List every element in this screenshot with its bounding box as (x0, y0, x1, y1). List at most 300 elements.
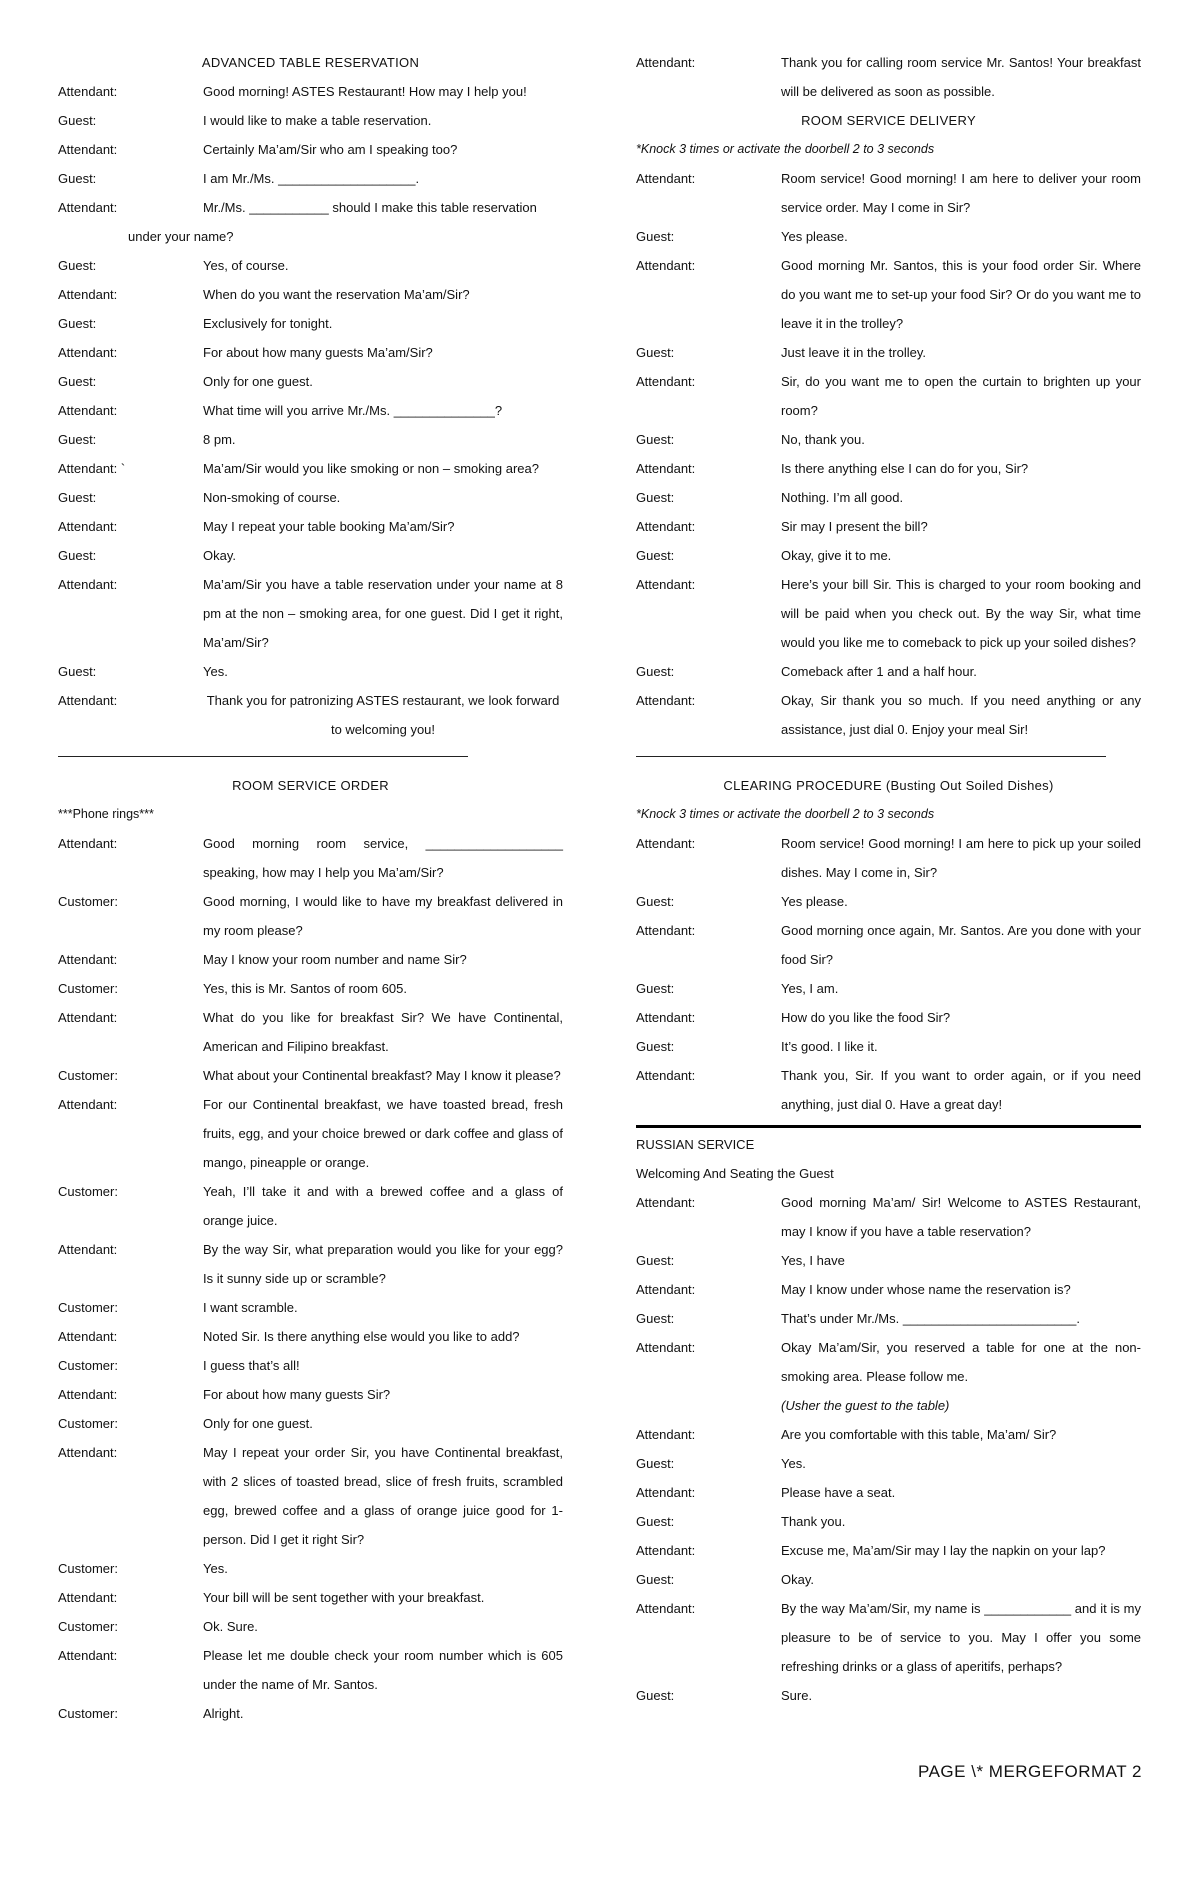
dialogue-text (203, 280, 563, 309)
speaker-label: Attendant: (58, 1590, 118, 1605)
dialogue-text-content: Okay, Sir thank you so much. If you need anything or any assistance, just dial 0. Enjoy your meal Sir! (781, 693, 1141, 737)
dialogue-text (781, 1478, 1141, 1507)
dialogue-text (203, 193, 563, 222)
dialogue-line (58, 974, 563, 1003)
dialogue-text (781, 887, 1141, 916)
dialogue-text-content: May I know under whose name the reservation is? (781, 1282, 1071, 1297)
dialogue-text-content: Yeah, I’ll take it and with a brewed coffee and a glass of orange juice. (203, 1184, 563, 1228)
dialogue-text (781, 483, 1141, 512)
dialogue-text (203, 309, 563, 338)
dialogue-line (636, 657, 1141, 686)
dialogue-text (781, 1188, 1141, 1246)
russian-service-subtitle: Welcoming And Seating the Guest (636, 1166, 834, 1181)
dialogue-line (636, 222, 1141, 251)
room-service-order-dialogue (58, 829, 563, 1728)
dialogue-line (636, 1420, 1141, 1449)
dialogue-text-content: Yes. (781, 1456, 806, 1471)
dialogue-line (636, 1061, 1141, 1119)
speaker-label: Attendant: (58, 577, 118, 592)
dialogue-line (58, 309, 563, 338)
dialogue-text-content: Thank you for patronizing ASTES restaurant, we look forward to welcoming you! (206, 693, 560, 737)
speaker-label: Attendant: (58, 1648, 118, 1663)
clearing-procedure-heading: CLEARING PROCEDURE (Busting Out Soiled Dishes) (723, 778, 1054, 793)
dialogue-text (781, 425, 1141, 454)
dialogue-text (781, 916, 1141, 974)
dialogue-text (203, 1322, 563, 1351)
dialogue-line (58, 1554, 563, 1583)
speaker-label: Guest: (58, 432, 97, 447)
dialogue-text-content: What about your Continental breakfast? May I know it please? (203, 1068, 561, 1083)
speaker-label: Guest: (636, 1253, 675, 1268)
dialogue-text (203, 483, 563, 512)
dialogue-text (203, 829, 563, 887)
dialogue-line (636, 1565, 1141, 1594)
dialogue-text-content: May I repeat your order Sir, you have Continental breakfast, with 2 slices of toasted bread, slice of fresh fruits, scrambled egg, brewed coffee and a glass of orange juice good for 1-person. Did I get it right Sir? (203, 1445, 563, 1547)
dialogue-line (58, 887, 563, 945)
dialogue-line (636, 251, 1141, 338)
advanced-reservation-dialogue (58, 77, 563, 744)
speaker-label: Attendant: (636, 374, 696, 389)
dialogue-text-content: Okay. (781, 1572, 814, 1587)
room-service-order-heading: ROOM SERVICE ORDER (232, 778, 389, 793)
dialogue-text (203, 1699, 563, 1728)
dialogue-text-content: Mr./Ms. ___________ should I make this table reservation (203, 200, 537, 215)
dialogue-text (203, 887, 563, 945)
dialogue-text-content: Thank you, Sir. If you want to order again, or if you need anything, just dial 0. Have a great day! (781, 1068, 1141, 1112)
dialogue-line (636, 570, 1141, 657)
dialogue-text-content: Yes. (203, 664, 228, 679)
dialogue-line (636, 1246, 1141, 1275)
dialogue-text (203, 686, 563, 744)
dialogue-line (58, 1061, 563, 1090)
dialogue-text-content: Are you comfortable with this table, Ma’am/ Sir? (781, 1427, 1057, 1442)
dialogue-line (636, 974, 1141, 1003)
speaker-label: Guest: (636, 1688, 675, 1703)
dialogue-text-content: Yes, this is Mr. Santos of room 605. (203, 981, 408, 996)
dialogue-line (58, 1322, 563, 1351)
dialogue-text-content: What do you like for breakfast Sir? We have Continental, American and Filipino breakfast. (203, 1010, 563, 1054)
speaker-label: Attendant: (58, 84, 118, 99)
speaker-label: Attendant: ` (58, 461, 126, 476)
dialogue-line (58, 106, 563, 135)
russian-service-dialogue (636, 1188, 1141, 1710)
dialogue-text (203, 106, 563, 135)
dialogue-line (58, 77, 563, 106)
speaker-label: Attendant: (636, 55, 696, 70)
dialogue-text-content: Please have a seat. (781, 1485, 896, 1500)
dialogue-text-content: Sir, do you want me to open the curtain to brighten up your room? (781, 374, 1141, 418)
dialogue-text (203, 1380, 563, 1409)
dialogue-line (636, 1003, 1141, 1032)
dialogue-text-content: Here’s your bill Sir. This is charged to your room booking and will be paid when you check out. By the way Sir, what time would you like me to comeback to pick up your soiled dishes? (781, 577, 1141, 650)
dialogue-text (203, 512, 563, 541)
right-column (636, 48, 1141, 1710)
dialogue-line (636, 454, 1141, 483)
speaker-label: Attendant: (636, 1485, 696, 1500)
dialogue-line (636, 483, 1141, 512)
dialogue-text (203, 77, 563, 106)
dialogue-text (203, 1351, 563, 1380)
dialogue-text (781, 1681, 1141, 1710)
speaker-label: Attendant: (58, 836, 118, 851)
dialogue-text-content: May I repeat your table booking Ma’am/Sir? (203, 519, 455, 534)
dialogue-text (781, 1420, 1141, 1449)
speaker-label: Attendant: (58, 403, 118, 418)
dialogue-text-content: I guess that’s all! (203, 1358, 300, 1373)
dialogue-text (203, 570, 563, 657)
dialogue-text (781, 338, 1141, 367)
dialogue-line (58, 251, 563, 280)
speaker-label: Guest: (636, 432, 675, 447)
speaker-label: Guest: (58, 664, 97, 679)
dialogue-line (636, 1536, 1141, 1565)
speaker-label: Attendant: (636, 1601, 696, 1616)
section-divider (636, 756, 1106, 757)
dialogue-text (203, 974, 563, 1003)
dialogue-text (781, 1536, 1141, 1565)
dialogue-text (781, 1304, 1141, 1333)
dialogue-line (636, 1594, 1141, 1681)
speaker-label: Guest: (636, 1039, 675, 1054)
speaker-label: Customer: (58, 1068, 118, 1083)
dialogue-line (58, 1438, 563, 1554)
dialogue-line (636, 1304, 1141, 1333)
dialogue-line (58, 1380, 563, 1409)
dialogue-line (58, 1177, 563, 1235)
dialogue-text (203, 164, 563, 193)
dialogue-line (58, 396, 563, 425)
speaker-label: Attendant: (636, 1543, 696, 1558)
dialogue-line (58, 1090, 563, 1177)
dialogue-text (781, 1333, 1141, 1420)
dialogue-text-content: Excuse me, Ma’am/Sir may I lay the napkin on your lap? (781, 1543, 1106, 1558)
dialogue-text-content: Okay. (203, 548, 236, 563)
dialogue-line (58, 1235, 563, 1293)
dialogue-text-content: Yes please. (781, 229, 848, 244)
stage-direction: (Usher the guest to the table) (781, 1398, 950, 1413)
speaker-label: Guest: (636, 894, 675, 909)
speaker-label: Guest: (58, 490, 97, 505)
dialogue-line (636, 686, 1141, 744)
speaker-label: Attendant: (636, 519, 696, 534)
dialogue-line (636, 338, 1141, 367)
speaker-label: Attendant: (636, 1340, 696, 1355)
dialogue-line (58, 164, 563, 193)
speaker-label: Guest: (58, 113, 97, 128)
speaker-label: Attendant: (58, 200, 118, 215)
dialogue-text-content: Good morning! ASTES Restaurant! How may I help you! (203, 84, 527, 99)
advanced-reservation-heading: ADVANCED TABLE RESERVATION (201, 55, 420, 70)
dialogue-line (58, 1351, 563, 1380)
dialogue-line (58, 193, 563, 222)
room-service-delivery-heading: ROOM SERVICE DELIVERY (801, 113, 976, 128)
dialogue-text-content: Please let me double check your room number which is 605 under the name of Mr. Santos. (203, 1648, 563, 1692)
dialogue-line (58, 1699, 563, 1728)
speaker-label: Customer: (58, 1300, 118, 1315)
speaker-label: Guest: (636, 490, 675, 505)
dialogue-line (58, 135, 563, 164)
dialogue-text (203, 1641, 563, 1699)
speaker-label: Customer: (58, 1184, 118, 1199)
speaker-label: Guest: (636, 981, 675, 996)
dialogue-text-content: By the way Ma’am/Sir, my name is ____________ and it is my pleasure to be of service to you. May I offer you some refreshing drinks or a glass of aperitifs, perhaps? (781, 1601, 1141, 1674)
speaker-label: Attendant: (636, 1195, 696, 1210)
speaker-label: Guest: (58, 316, 97, 331)
dialogue-text-content: Sir may I present the bill? (781, 519, 928, 534)
dialogue-text-content: Thank you for calling room service Mr. Santos! Your breakfast will be delivered as soon as possible. (781, 55, 1141, 99)
speaker-label: Guest: (636, 548, 675, 563)
dialogue-text-content: Thank you. (781, 1514, 846, 1529)
dialogue-text (203, 1293, 563, 1322)
dialogue-line (636, 48, 1141, 106)
dialogue-text (203, 657, 563, 686)
dialogue-text (781, 1061, 1141, 1119)
dialogue-text (203, 367, 563, 396)
dialogue-text (203, 1061, 563, 1090)
dialogue-text (781, 512, 1141, 541)
dialogue-line (636, 1449, 1141, 1478)
speaker-label: Attendant: (636, 836, 696, 851)
dialogue-text-content: Room service! Good morning! I am here to pick up your soiled dishes. May I come in, Sir? (781, 836, 1141, 880)
speaker-label: Attendant: (58, 1387, 118, 1402)
speaker-label: Attendant: (636, 461, 696, 476)
dialogue-text (203, 425, 563, 454)
dialogue-text-content: Good morning once again, Mr. Santos. Are you done with your food Sir? (781, 923, 1141, 967)
dialogue-text-content: It’s good. I like it. (781, 1039, 878, 1054)
dialogue-text-content: Okay Ma’am/Sir, you reserved a table for one at the non-smoking area. Please follow me. (781, 1340, 1141, 1384)
speaker-label: Attendant: (58, 693, 118, 708)
speaker-label: Guest: (636, 345, 675, 360)
dialogue-text (781, 454, 1141, 483)
left-column (58, 48, 563, 1728)
phone-rings-note: ***Phone rings*** (58, 807, 154, 821)
speaker-label: Customer: (58, 1561, 118, 1576)
page-footer: PAGE \* MERGEFORMAT 2 (918, 1762, 1142, 1781)
speaker-label: Guest: (636, 1514, 675, 1529)
clearing-procedure-dialogue (636, 829, 1141, 1119)
dialogue-text-content: For our Continental breakfast, we have toasted bread, fresh fruits, egg, and your choice brewed or dark coffee and glass of mango, pineapple or orange. (203, 1097, 563, 1170)
dialogue-text (781, 1507, 1141, 1536)
dialogue-text (203, 541, 563, 570)
dialogue-line (636, 1188, 1141, 1246)
dialogue-text-content: What time will you arrive Mr./Ms. ______________? (203, 403, 503, 418)
dialogue-text-content: Ok. Sure. (203, 1619, 258, 1634)
dialogue-text (781, 367, 1141, 425)
dialogue-line (636, 829, 1141, 887)
dialogue-text (203, 1438, 563, 1554)
dialogue-text-content: No, thank you. (781, 432, 865, 447)
dialogue-line (58, 945, 563, 974)
dialogue-line (636, 1681, 1141, 1710)
dialogue-text-content: Only for one guest. (203, 374, 313, 389)
dialogue-line (58, 425, 563, 454)
speaker-label: Guest: (636, 664, 675, 679)
dialogue-line (636, 425, 1141, 454)
dialogue-text (203, 1003, 563, 1061)
dialogue-line (636, 367, 1141, 425)
speaker-label: Attendant: (58, 519, 118, 534)
speaker-label: Attendant: (58, 1445, 118, 1460)
dialogue-text (203, 454, 563, 483)
dialogue-line (636, 512, 1141, 541)
speaker-label: Guest: (58, 171, 97, 186)
dialogue-line (636, 887, 1141, 916)
speaker-label: Guest: (636, 229, 675, 244)
dialogue-text-content: I want scramble. (203, 1300, 298, 1315)
dialogue-line (58, 512, 563, 541)
dialogue-line (58, 686, 563, 744)
dialogue-text-content: Is there anything else I can do for you, Sir? (781, 461, 1029, 476)
dialogue-text (203, 1409, 563, 1438)
russian-service-title: RUSSIAN SERVICE (636, 1137, 755, 1152)
dialogue-text (781, 222, 1141, 251)
dialogue-line (58, 1641, 563, 1699)
speaker-label: Guest: (636, 1456, 675, 1471)
dialogue-text (781, 829, 1141, 887)
dialogue-text-content: Yes, I am. (781, 981, 839, 996)
dialogue-text (203, 1090, 563, 1177)
knock-note: *Knock 3 times or activate the doorbell 2 to 3 seconds (636, 142, 935, 156)
dialogue-text (203, 1554, 563, 1583)
dialogue-line (58, 338, 563, 367)
dialogue-text-content: That’s under Mr./Ms. ________________________. (781, 1311, 1080, 1326)
dialogue-line (58, 1409, 563, 1438)
dialogue-text-content: Ma’am/Sir would you like smoking or non – smoking area? (203, 461, 539, 476)
speaker-label: Attendant: (58, 142, 118, 157)
dialogue-text (781, 1275, 1141, 1304)
dialogue-text (203, 338, 563, 367)
dialogue-text-content: Comeback after 1 and a half hour. (781, 664, 977, 679)
speaker-label: Customer: (58, 1706, 118, 1721)
dialogue-text (203, 251, 563, 280)
dialogue-text-content: Yes. (203, 1561, 228, 1576)
dialogue-line (636, 1478, 1141, 1507)
dialogue-text (781, 48, 1141, 106)
dialogue-text (781, 164, 1141, 222)
dialogue-text-content: Exclusively for tonight. (203, 316, 333, 331)
dialogue-line (58, 367, 563, 396)
dialogue-text-content: When do you want the reservation Ma’am/Sir? (203, 287, 470, 302)
speaker-label: Attendant: (58, 1329, 118, 1344)
dialogue-text (781, 657, 1141, 686)
speaker-label: Guest: (636, 1572, 675, 1587)
dialogue-line (58, 541, 563, 570)
dialogue-text (781, 1449, 1141, 1478)
dialogue-text-content: Good morning, I would like to have my breakfast delivered in my room please? (203, 894, 563, 938)
dialogue-text (203, 1235, 563, 1293)
dialogue-text (781, 1003, 1141, 1032)
section-divider-thick (636, 1125, 1141, 1128)
dialogue-text-content: 8 pm. (203, 432, 236, 447)
knock-note: *Knock 3 times or activate the doorbell 2 to 3 seconds (636, 807, 935, 821)
dialogue-text (781, 686, 1141, 744)
dialogue-text (203, 1177, 563, 1235)
dialogue-line (58, 657, 563, 686)
dialogue-line (636, 164, 1141, 222)
speaker-label: Attendant: (58, 287, 118, 302)
dialogue-text (781, 251, 1141, 338)
dialogue-text (781, 570, 1141, 657)
dialogue-line (636, 916, 1141, 974)
speaker-label: Guest: (58, 258, 97, 273)
speaker-label: Attendant: (636, 1010, 696, 1025)
dialogue-line (636, 1507, 1141, 1536)
speaker-label: Guest: (636, 1311, 675, 1326)
dialogue-text-content: Okay, give it to me. (781, 548, 892, 563)
dialogue-line (636, 541, 1141, 570)
speaker-label: Attendant: (636, 258, 696, 273)
dialogue-line (58, 1003, 563, 1061)
speaker-label: Attendant: (636, 1282, 696, 1297)
dialogue-text-content: Good morning Mr. Santos, this is your food order Sir. Where do you want me to set-up your food Sir? Or do you want me to leave it in the trolley? (781, 258, 1141, 331)
dialogue-text-content: Certainly Ma’am/Sir who am I speaking too? (203, 142, 458, 157)
speaker-label: Customer: (58, 981, 118, 996)
dialogue-line (636, 1333, 1141, 1420)
dialogue-text-content: Room service! Good morning! I am here to deliver your room service order. May I come in Sir? (781, 171, 1141, 215)
dialogue-text (781, 1594, 1141, 1681)
dialogue-line (58, 829, 563, 887)
speaker-label: Attendant: (58, 1242, 118, 1257)
dialogue-line (58, 1612, 563, 1641)
dialogue-text-content: For about how many guests Sir? (203, 1387, 391, 1402)
dialogue-line (58, 1293, 563, 1322)
dialogue-text-content: I would like to make a table reservation. (203, 113, 432, 128)
dialogue-line (58, 570, 563, 657)
dialogue-line (636, 1275, 1141, 1304)
dialogue-text-content: Ma’am/Sir you have a table reservation under your name at 8 pm at the non – smoking area, for one guest. Did I get it right, Ma’am/Sir? (203, 577, 563, 650)
dialogue-text-content: Good morning Ma’am/ Sir! Welcome to ASTES Restaurant, may I know if you have a table reservation? (781, 1195, 1141, 1239)
dialogue-continuation: under your name? (128, 229, 234, 244)
dialogue-text (781, 1246, 1141, 1275)
speaker-label: Customer: (58, 894, 118, 909)
dialogue-text (781, 541, 1141, 570)
dialogue-text (203, 1612, 563, 1641)
dialogue-text (781, 974, 1141, 1003)
dialogue-text (203, 396, 563, 425)
dialogue-text-content: Alright. (203, 1706, 244, 1721)
dialogue-text-content: Yes, I have (781, 1253, 845, 1268)
speaker-label: Guest: (58, 374, 97, 389)
speaker-label: Attendant: (58, 1097, 118, 1112)
speaker-label: Attendant: (636, 577, 696, 592)
dialogue-text-content: Noted Sir. Is there anything else would you like to add? (203, 1329, 520, 1344)
speaker-label: Customer: (58, 1416, 118, 1431)
dialogue-line (636, 1032, 1141, 1061)
room-service-delivery-dialogue (636, 164, 1141, 744)
dialogue-text (203, 945, 563, 974)
dialogue-text-content: Sure. (781, 1688, 813, 1703)
dialogue-text (781, 1565, 1141, 1594)
dialogue-text (203, 135, 563, 164)
dialogue-text-content: Yes, of course. (203, 258, 289, 273)
dialogue-text (781, 1032, 1141, 1061)
dialogue-text-content: For about how many guests Ma’am/Sir? (203, 345, 433, 360)
speaker-label: Attendant: (636, 923, 696, 938)
dialogue-text-content: How do you like the food Sir? (781, 1010, 951, 1025)
speaker-label: Customer: (58, 1619, 118, 1634)
speaker-label: Attendant: (636, 1068, 696, 1083)
dialogue-line (58, 483, 563, 512)
dialogue-line (58, 454, 563, 483)
dialogue-text-content: May I know your room number and name Sir? (203, 952, 467, 967)
speaker-label: Attendant: (636, 693, 696, 708)
dialogue-text-content: Nothing. I’m all good. (781, 490, 904, 505)
section-divider (58, 756, 468, 757)
speaker-label: Attendant: (58, 1010, 118, 1025)
speaker-label: Guest: (58, 548, 97, 563)
speaker-label: Attendant: (58, 952, 118, 967)
dialogue-text-content: Non-smoking of course. (203, 490, 341, 505)
